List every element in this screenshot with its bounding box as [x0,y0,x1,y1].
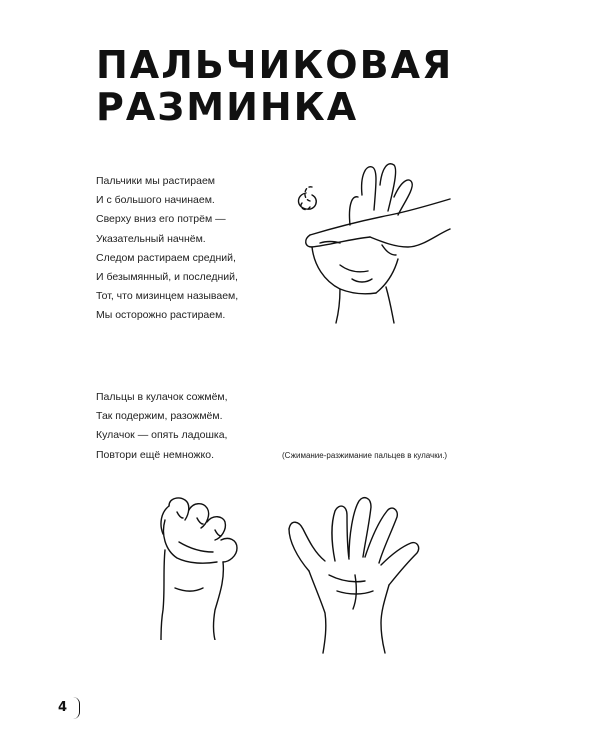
poem-line: Тот, что мизинцем называем, [96,290,239,303]
poem-line: Пальчики мы растираем [96,175,216,187]
poem-line: Сверху вниз его потрём — [96,213,226,226]
poem-fist [96,388,228,465]
open-palm-icon [285,495,460,655]
poem-line: Повтори ещё немножко. [96,448,214,461]
title-line-1: ПАЛЬЧИКОВАЯ [96,43,454,87]
poem-line: И с большого начинаем. [96,194,215,207]
poem-line: Пальцы в кулачок сожмём, [96,391,228,403]
hand-rubbing-finger-icon [290,155,460,325]
poem-line: Следом растираем средний, [96,251,236,264]
title-line-2: РАЗМИНКА [96,85,359,129]
poem-line: Мы осторожно растираем. [96,309,226,322]
page-number: 4 [58,700,68,715]
page-number-bracket [73,697,80,719]
poem-line: Так подержим, разожмём. [96,410,223,423]
page-title [96,44,453,128]
exercise-note: (Сжимание-разжимание пальцев в кулачки.) [282,451,448,460]
poem-line: Указательный начнём. [96,232,206,245]
poem-rubbing [96,172,238,326]
clenched-fist-icon [155,490,265,640]
poem-line: И безымянный, и последний, [96,271,238,284]
poem-line: Кулачок — опять ладошка, [96,429,228,442]
